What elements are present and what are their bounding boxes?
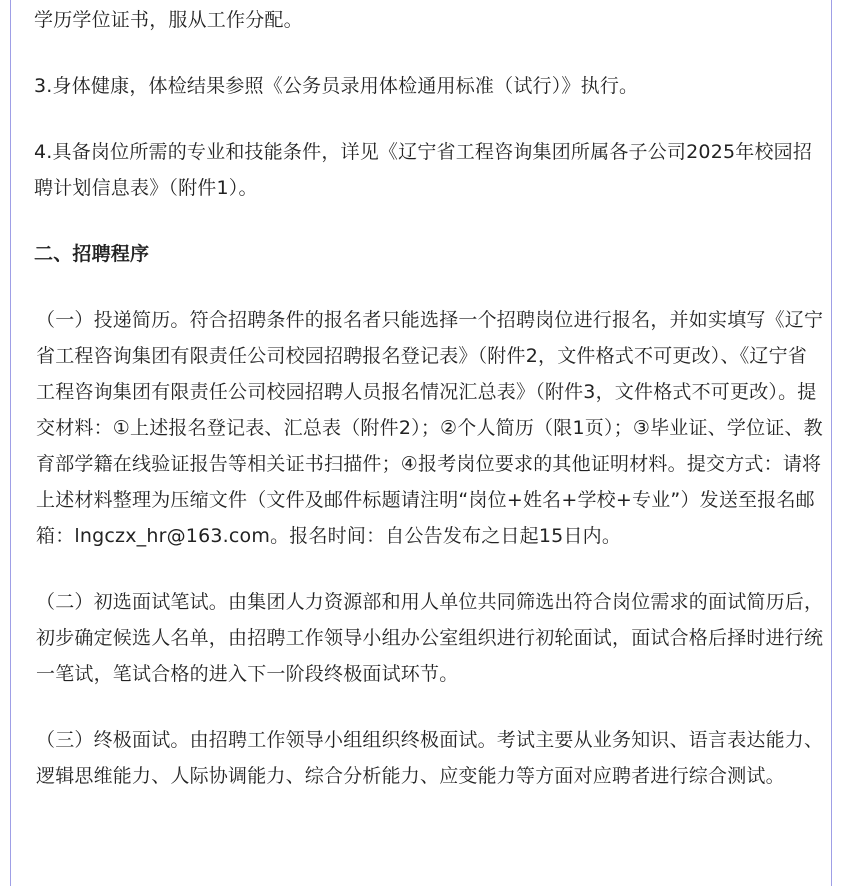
paragraph-submit-resume: （一）投递简历。符合招聘条件的报名者只能选择一个招聘岗位进行报名，并如实填写《辽宁省工程咨询集团有限责任公司校园招聘报名登记表》（附件2，文件格式不可更改）、《辽宁省工程咨询集团有限责任公司校园招聘人员报名情况汇总表》（附件3，文件格式不可更改）。提交材料：①上述报名登记表、汇总表（附件2）；②个人简历（限1页）；③毕业证、学位证、教育部学籍在线验证报告等相关证书扫描件；④报考岗位要求的其他证明材料。提交方式：请将上述材料整理为压缩文件（文件及邮件标题请注明“岗位+姓名+学校+专业”）发送至报名邮箱：lngczx_hr@163.com。报名时间：自公告发布之日起15日内。 xyxy=(36,309,824,547)
paragraph-skills-requirement: 4.具备岗位所需的专业和技能条件，详见《辽宁省工程咨询集团所属各子公司2025年校园招聘计划信息表》（附件1）。 xyxy=(34,141,813,199)
paragraph-health-requirement: 3.身体健康，体检结果参照《公务员录用体检通用标准（试行）》执行。 xyxy=(34,75,639,97)
paragraph-degree-requirement: 学历学位证书，服从工作分配。 xyxy=(34,9,303,31)
paragraph-preliminary-interview: （二）初选面试笔试。由集团人力资源部和用人单位共同筛选出符合岗位需求的面试简历后，初步确定候选人名单，由招聘工作领导小组办公室组织进行初轮面试，面试合格后择时进行统一笔试，笔试合格的进入下一阶段终极面试环节。 xyxy=(36,591,824,685)
paragraph-final-interview: （三）终极面试。由招聘工作领导小组组织终极面试。考试主要从业务知识、语言表达能力、逻辑思维能力、人际协调能力、综合分析能力、应变能力等方面对应聘者进行综合测试。 xyxy=(36,729,824,787)
document-page xyxy=(10,0,832,886)
document-body xyxy=(34,0,824,824)
section-heading-recruitment-procedure: 二、招聘程序 xyxy=(34,243,150,265)
